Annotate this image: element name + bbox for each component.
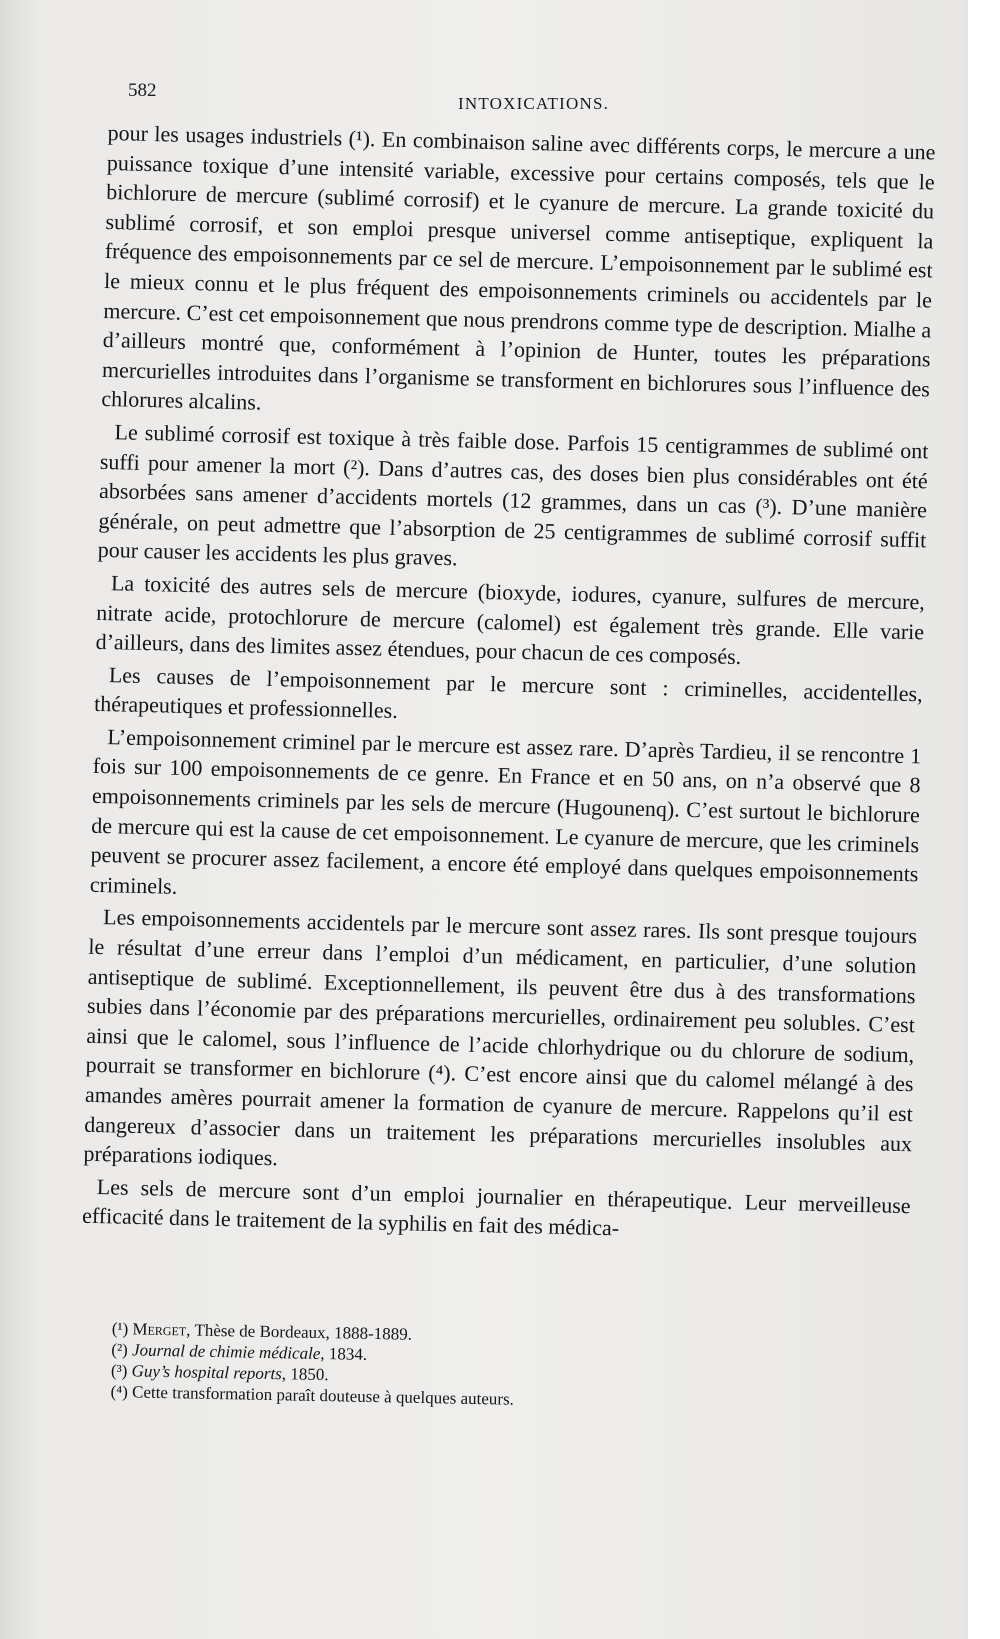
footnote-mark: (⁴): [110, 1381, 129, 1402]
paragraph-5: L’empoisonnement criminel par le mercure est assez rare. D’après Tardieu, il se rencontre 1 fois sur 100 empoisonnements de ce genre. En France et en 50 ans, on n’a observé que 8 empoisonnements criminels par les sels de mercure (Hugounenq). C’est surtout le bichlorure de mercure qui est la cause de cet empoisonnement. Le cyanure de mercure, que les criminels peuvent se procurer assez facilement, a encore été employé dans quelques empoisonnements criminels.: [89, 724, 922, 899]
body-text: [82, 118, 936, 1253]
footnote-mark: (¹): [111, 1318, 129, 1339]
paragraph-3: La toxicité des autres sels de mercure (bioxyde, iodures, cyanure, sulfures de mercure, nitrate acide, protochlorure de mercure (calomel) est également très grande. Elle varie d’ailleurs, dans des limites assez étendues, pour chacun de ces composés.: [95, 570, 926, 670]
running-head: INTOXICATIONS.: [458, 94, 610, 113]
footnote-mark: (³): [110, 1360, 128, 1381]
footnote-journal: Guy’s hospital reports: [131, 1361, 283, 1384]
paragraph-2: Le sublimé corrosif est toxique à très faible dose. Parfois 15 centigrammes de sublimé ont suffi pour amener la mort (²). Dans d’autres cas, des doses bien plus considérables ont été absorbées sans amener d’accidents mortels (12 grammes, dans un cas (³). D’une manière générale, on peut admettre que l’absorption de 25 centigrammes de sublimé corrosif suffit pour causer les accidents les plus graves.: [97, 419, 929, 571]
paragraph-7: Les sels de mercure sont d’un emploi journalier en thérapeutique. Leur merveilleuse efficacité dans le traitement de la syphilis en fait des médica-: [81, 1173, 911, 1241]
footnote-text: , Thèse de Bordeaux, 1888-1889.: [186, 1320, 413, 1344]
footnote-text: , 1834.: [320, 1344, 368, 1364]
page-header: [128, 80, 648, 113]
footnote-author: Merget: [132, 1319, 187, 1340]
footnotes: [110, 1318, 751, 1414]
page-number: 582: [128, 80, 157, 101]
paragraph-1: pour les usages industriels (¹). En combinaison saline avec différents corps, le mercure a une puissance toxique d’une intensité variable, excessive pour certains composés, tels que le bichlorure de mercure (sublimé corrosif) et le cyanure de mercure. La grande toxicité du sublimé corrosif, et son emploi presque universel comme antiseptique, expliquent la fréquence des empoisonnements par ce sel de mercure. L’empoisonnement par le sublimé est le mieux connu et le plus fréquent des empoisonnements criminels ou accidentels par le mercure. C’est cet empoisonnement que nous prendrons comme type de description. Mialhe a d’ailleurs montré que, conformément à l’opinion de Hunter, toutes les préparations mercurielles introduites dans l’organisme se transforment en bichlorures sous l’influence des chlorures alcalins.: [101, 119, 936, 416]
footnote-mark: (²): [111, 1339, 128, 1360]
paragraph-6: Les empoisonnements accidentels par le mercure sont assez rares. Ils sont presque toujours le résultat d’une erreur dans l’emploi d’un médicament, en particulier, d’une solution antiseptique de sublimé. Exceptionnellement, ils peuvent être dus à des transformations subies dans l’économie par des préparations mercurielles, ordinairement peu solubles. C’est ainsi que le calomel, sous l’influence de l’acide chlorhydrique ou du chlorure de sodium, pourrait se transformer en bichlorure (⁴). C’est encore ainsi que du calomel mélangé à des amandes amères pourrait amener la formation de cyanure de mercure. Rappelons qu’il est dangereux d’associer dans un traitement les préparations mercurielles insolubles aux préparations iodiques.: [83, 904, 918, 1171]
paragraph-4: Les causes de l’empoisonnement par le mercure sont : criminelles, accidentelles, thérapeutiques et professionnelles.: [93, 661, 923, 724]
footnote-text: , 1850.: [281, 1364, 329, 1385]
page-margin-strip: [968, 0, 1000, 1639]
footnote-text: Cette transformation paraît douteuse à quelques auteurs.: [131, 1382, 515, 1409]
footnote-journal: Journal de chimie médicale: [131, 1340, 321, 1364]
